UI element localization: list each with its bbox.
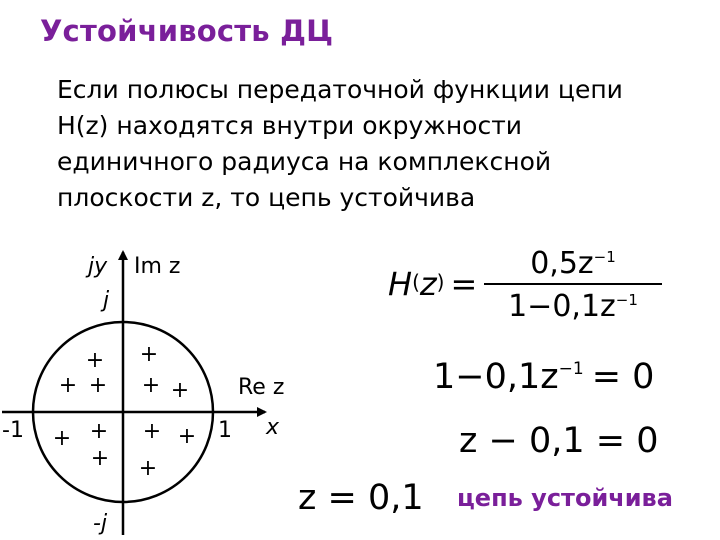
stability-conclusion: цепь устойчива <box>457 484 673 512</box>
label-one: 1 <box>218 418 232 443</box>
pole-mark: + <box>141 373 161 398</box>
numerator-exponent: −1 <box>593 248 616 266</box>
denominator-exponent: −1 <box>615 291 638 309</box>
imag-axis-label-jy: jy <box>88 254 108 279</box>
statement-line-1: Если полюсы передаточной функции цепи <box>57 75 623 104</box>
real-axis-label-x: x <box>266 415 280 440</box>
char-eq-exponent: −1 <box>558 359 584 379</box>
paren-close: ) <box>436 270 445 294</box>
slide-title: Устойчивость ДЦ <box>40 14 334 48</box>
fraction-denominator <box>484 285 662 324</box>
pole-mark: + <box>142 419 162 444</box>
char-eq-right: = 0 <box>591 357 655 397</box>
label-j: j <box>103 288 110 313</box>
label-minus-j: -j <box>93 511 108 536</box>
h-symbol: H <box>388 265 413 303</box>
pole-mark: + <box>90 446 110 471</box>
pole-mark: + <box>85 348 105 373</box>
label-minus-one: -1 <box>2 418 24 443</box>
pole-mark: + <box>89 419 109 444</box>
pole-mark: + <box>170 378 190 403</box>
pole-mark: + <box>88 373 108 398</box>
pole-equation: z − 0,1 = 0 <box>459 421 659 461</box>
pole-mark: + <box>139 342 159 367</box>
pole-mark: + <box>177 424 197 449</box>
transfer-function-lhs <box>388 265 477 303</box>
statement-line-4: плоскости z, то цепь устойчива <box>57 183 476 212</box>
denominator-text: 1−0,1z <box>508 289 616 324</box>
pole-mark: + <box>52 426 72 451</box>
z-symbol: z <box>419 265 437 303</box>
pole-mark: + <box>138 456 158 481</box>
transfer-function-fraction <box>484 246 662 324</box>
fraction-numerator <box>484 246 662 285</box>
imag-axis-label-im-z: Im z <box>134 254 181 279</box>
paren-open: ( <box>412 270 420 294</box>
characteristic-equation <box>433 357 654 397</box>
numerator-text: 0,5z <box>530 246 594 281</box>
char-eq-left: 1−0,1z <box>433 357 559 397</box>
statement-line-2: Н(z) находятся внутри окружности <box>57 111 523 140</box>
stability-statement <box>57 72 717 216</box>
equals-sign: = <box>450 265 478 303</box>
pole-value: z = 0,1 <box>298 478 424 518</box>
pole-mark: + <box>58 373 78 398</box>
real-axis-label-re-z: Re z <box>238 375 285 400</box>
z-plane-diagram <box>0 236 320 540</box>
statement-line-3: единичного радиуса на комплексной <box>57 147 552 176</box>
